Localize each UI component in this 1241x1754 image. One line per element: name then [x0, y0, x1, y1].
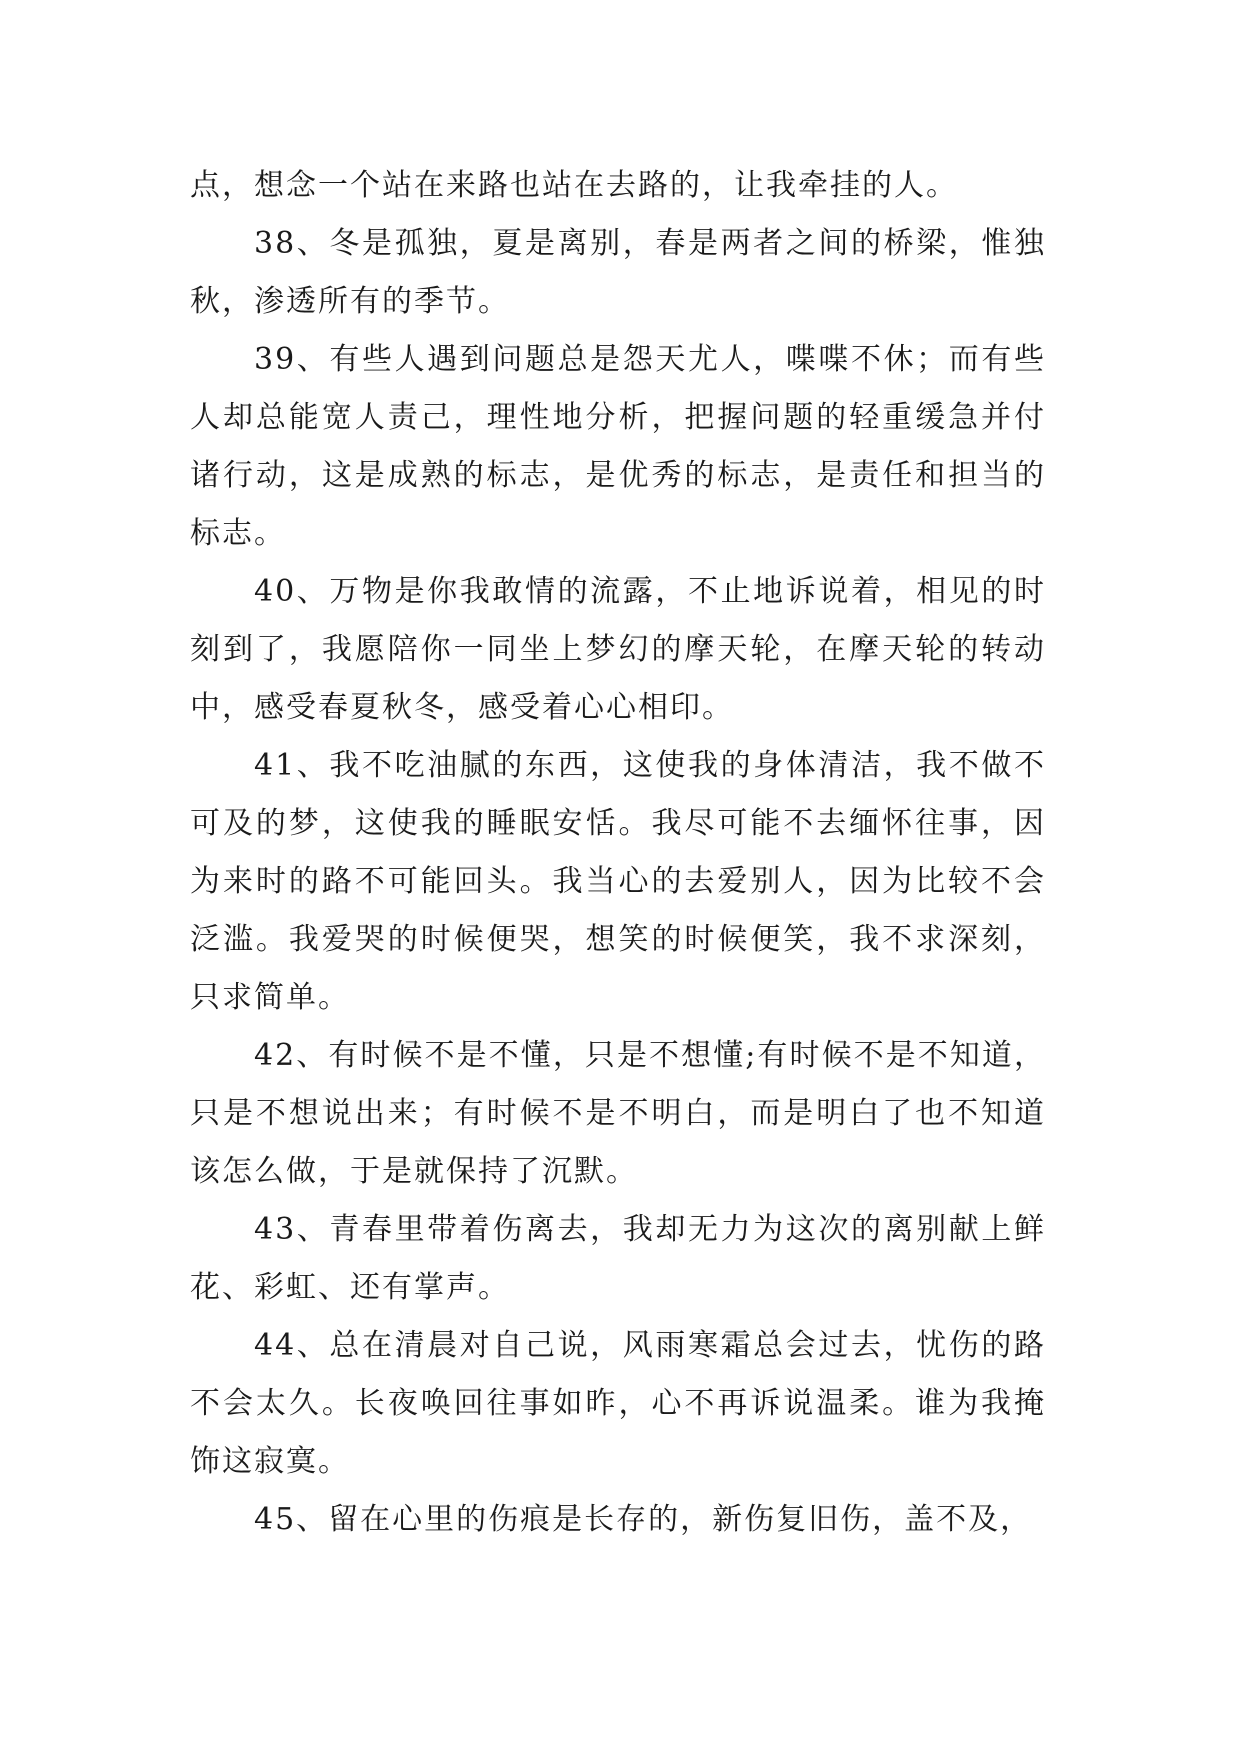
- paragraph-41: 41、我不吃油腻的东西，这使我的身体清洁，我不做不可及的梦，这使我的睡眠安恬。我尽可能不去缅怀往事，因为来时的路不可能回头。我当心的去爱别人，因为比较不会泛滥。我爱哭的时候便哭，想笑的时候便笑，我不求深刻，只求简单。: [190, 748, 1046, 1015]
- paragraph-continuation: 点，想念一个站在来路也站在去路的，让我牵挂的人。: [190, 168, 958, 203]
- paragraph-39: 39、有些人遇到问题总是怨天尤人，喋喋不休；而有些人却总能宽人责己，理性地分析，把握问题的轻重缓急并付诸行动，这是成熟的标志，是优秀的标志，是责任和担当的标志。: [190, 342, 1046, 551]
- document-body: [190, 157, 1046, 1549]
- paragraph-38: 38、冬是孤独，夏是离别，春是两者之间的桥梁，惟独秋，渗透所有的季节。: [190, 226, 1046, 319]
- paragraph-45: 45、留在心里的伤痕是长存的，新伤复旧伤，盖不及，: [254, 1502, 1033, 1537]
- paragraph-44: 44、总在清晨对自己说，风雨寒霜总会过去，忧伤的路不会太久。长夜唤回往事如昨，心不再诉说温柔。谁为我掩饰这寂寞。: [190, 1328, 1046, 1479]
- paragraph-43: 43、青春里带着伤离去，我却无力为这次的离别献上鲜花、彩虹、还有掌声。: [190, 1212, 1046, 1305]
- paragraph-40: 40、万物是你我敢情的流露，不止地诉说着，相见的时刻到了，我愿陪你一同坐上梦幻的摩天轮，在摩天轮的转动中，感受春夏秋冬，感受着心心相印。: [190, 574, 1046, 725]
- paragraph-42: 42、有时候不是不懂，只是不想懂;有时候不是不知道，只是不想说出来；有时候不是不明白，而是明白了也不知道该怎么做，于是就保持了沉默。: [190, 1038, 1046, 1189]
